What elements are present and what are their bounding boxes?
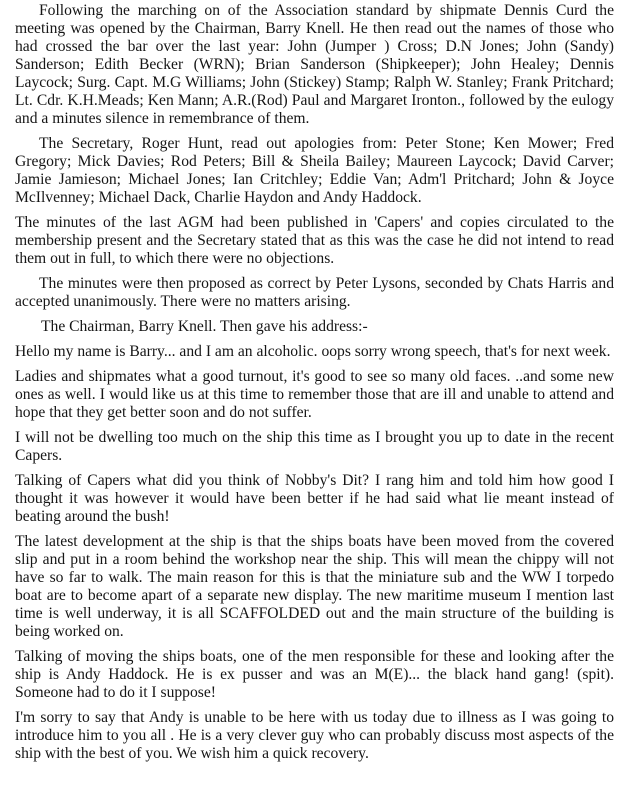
paragraph-chairman-address: The Chairman, Barry Knell. Then gave his address:-	[41, 318, 368, 335]
paragraph-ladies-shipmates: Ladies and shipmates what a good turnout, it's good to see so many old faces. ..and some new ones as well. I would like us at this time to remember those that are ill and unable to attend and hope that they get better soon and do not suffer.	[15, 368, 614, 421]
paragraph-minutes-published: The minutes of the last AGM had been published in 'Capers' and copies circulated to the membership present and the Secretary stated that as this was the case he did not intend to read them out in full, to which there were no objections.	[15, 214, 614, 267]
paragraph-minutes-proposed: The minutes were then proposed as correct by Peter Lysons, seconded by Chats Harris and accepted unanimously. There were no matters arising.	[15, 275, 614, 310]
paragraph-capers: Talking of Capers what did you think of Nobby's Dit? I rang him and told him how good I thought it was however it would have been better if he had said what lie meant instead of beating around the bush!	[15, 472, 614, 525]
paragraph-opening: Following the marching on of the Association standard by shipmate Dennis Curd the meeting was opened by the Chairman, Barry Knell. He then read out the names of those who had crossed the bar over the last year: John (Jumper ) Cross; D.N Jones; John (Sandy) Sanderson; Edith Becker (WRN); Brian Sanderson (Shipkeeper); John Healey; Dennis Laycock; Surg. Capt. M.G Williams; John (Stickey) Stamp; Ralph W. Stanley; Frank Pritchard; Lt. Cdr. K.H.Meads; Ken Mann; A.R.(Rod) Paul and Margaret Ironton., followed by the eulogy and a minutes silence in remembrance of them.	[15, 2, 614, 127]
paragraph-hello: Hello my name is Barry... and I am an alcoholic. oops sorry wrong speech, that's for next week.	[15, 343, 611, 360]
paragraph-ships-boats: Talking of moving the ships boats, one of the men responsible for these and looking after the ship is Andy Haddock. He is ex pusser and was an M(E)... the black hand gang! (spit). Someone had to do it I suppose!	[15, 648, 614, 701]
paragraph-ship-update: I will not be dwelling too much on the ship this time as I brought you up to date in the recent Capers.	[15, 429, 614, 464]
paragraph-apologies: The Secretary, Roger Hunt, read out apologies from: Peter Stone; Ken Mower; Fred Gregory; Mick Davies; Rod Peters; Bill & Sheila Bailey; Maureen Laycock; David Carver; Jamie Jamieson; Michael Jones; Ian Critchley; Eddie Van; Adm'l Pritchard; John & Joyce McIlvenney; Michael Dack, Charlie Haydon and Andy Haddock.	[15, 135, 614, 206]
paragraph-latest-development: The latest development at the ship is that the ships boats have been moved from the covered slip and put in a room behind the workshop near the ship. This will mean the chippy will not have so far to walk. The main reason for this is that the miniature sub and the WW I torpedo boat are to become apart of a separate new display. The new maritime museum I mention last time is well underway, it is all SCAFFOLDED out and the main structure of the building is being worked on.	[15, 533, 614, 640]
paragraph-andy-illness: I'm sorry to say that Andy is unable to be here with us today due to illness as I was going to introduce him to you all . He is a very clever guy who can probably discuss most aspects of the ship with the best of you. We wish him a quick recovery.	[15, 709, 614, 762]
